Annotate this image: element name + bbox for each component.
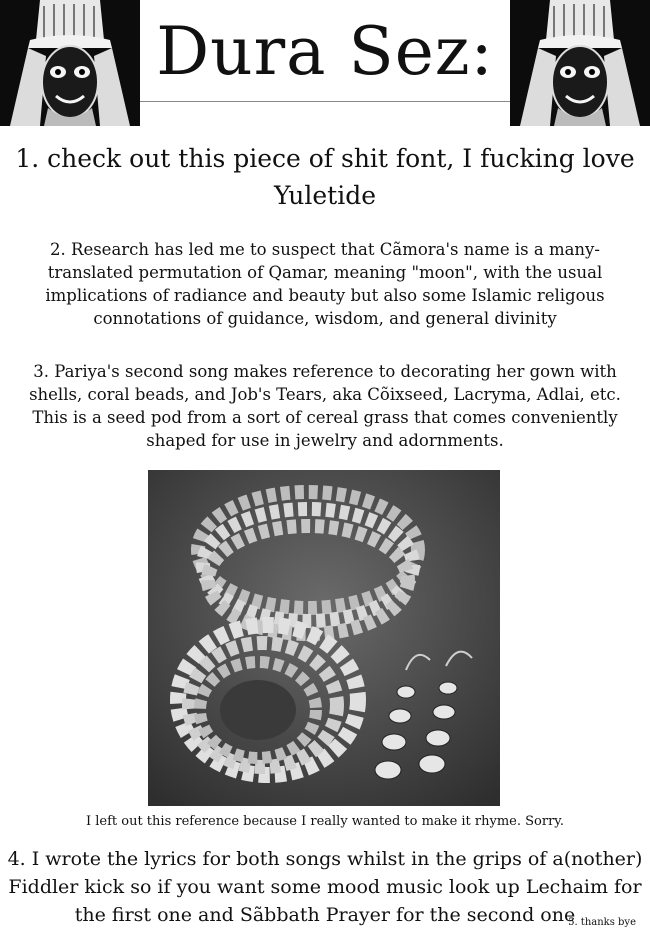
dura-portrait-right <box>510 0 650 126</box>
dura-portrait-left <box>0 0 140 126</box>
dura-face-icon <box>0 0 140 126</box>
title-divider <box>140 101 510 102</box>
page-title: Dura Sez: <box>156 13 494 90</box>
dura-face-icon <box>510 0 650 126</box>
bracelet-earrings-image <box>148 470 500 806</box>
note-item-1: 1. check out this piece of shit font, I fucking love Yuletide <box>15 144 635 210</box>
note-item-5: 5. thanks bye <box>568 917 636 928</box>
beaded-jewelry-photo <box>148 470 500 806</box>
note-item-3: 3. Pariya's second song makes reference to decorating her gown with shells, coral beads, and Job's Tears, aka Cõixseed, Lacryma, Adlai, etc. This is a seed pod from a sort of cereal grass that comes conveniently shaped for use in jewelry and adornments. <box>29 362 621 450</box>
photo-caption: I left out this reference because I really wanted to make it rhyme. Sorry. <box>85 814 565 829</box>
note-item-2: 2. Research has led me to suspect that Cãmora's name is a many-translated permutation of Qamar, meaning "moon", with the usual implications of radiance and beauty but also some Islamic religous connotations of guidance, wisdom, and general divinity <box>45 240 605 328</box>
note-item-4: 4. I wrote the lyrics for both songs whilst in the grips of a(nother) Fiddler kick so if you want some mood music look up Lechaim for the first one and Sãbbath Prayer for the second one <box>7 848 643 926</box>
